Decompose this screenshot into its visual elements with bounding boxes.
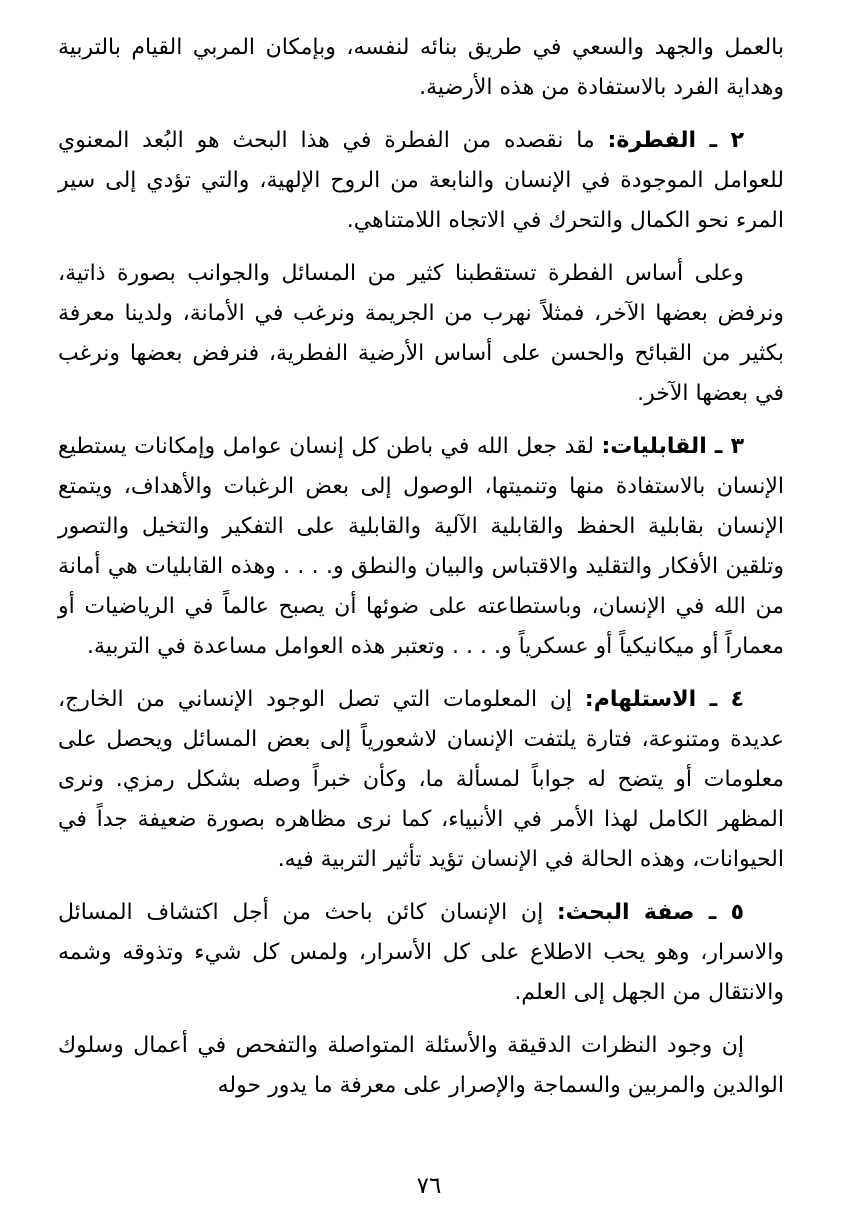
paragraph-text: ما نقصده من الفطرة في هذا البحث هو البُعد المعنوي للعوامل الموجودة في الإنسان والنابعة من الروح الإلهية، والتي تؤدي إلى سير المرء نحو الكمال والتحرك في الاتجاه اللامتناهي.	[58, 128, 784, 233]
page-body-text	[58, 28, 784, 1106]
section-number: ٢ ـ	[696, 128, 744, 153]
paragraph-text: بالعمل والجهد والسعي في طريق بنائه لنفسه، وبإمكان المربي القيام بالتربية وهداية الفرد بالاستفادة من هذه الأرضية.	[58, 35, 784, 100]
paragraph-text: إن المعلومات التي تصل الوجود الإنساني من الخارج، عديدة ومتنوعة، فتارة يلتفت الإنسان لاشعورياً إلى بعض المسائل ويحصل على معلومات أو يتضح له جواباً لمسألة ما، وكأن خبراً وصله بشكل رمزي. ونرى المظهر الكامل لهذا الأمر في الأنبياء، كما نرى مظاهره بصورة ضعيفة جداً في الحيوانات، وهذه الحالة في الإنسان تؤيد تأثير التربية فيه.	[58, 687, 784, 872]
section-term: صفة البحث:	[556, 900, 695, 925]
page-number: ٧٦	[416, 1173, 442, 1199]
paragraph-continuation	[58, 28, 784, 108]
section-term: القابليات:	[601, 434, 707, 459]
section-number: ٤ ـ	[696, 687, 744, 712]
paragraph-text: إن وجود النظرات الدقيقة والأسئلة المتواصلة والتفحص في أعمال وسلوك الوالدين والمربين والسماجة والإصرار على معرفة ما يدور حوله	[58, 1033, 784, 1098]
paragraph-text: وعلى أساس الفطرة تستقطبنا كثير من المسائل والجوانب بصورة ذاتية، ونرفض بعضها الآخر، فمثلاً نهرب من الجريمة ونرغب في الأمانة، ولدينا معرفة بكثير من القبائح والحسن على أساس الأرضية الفطرية، فنرفض بعضها ونرغب في بعضها الآخر.	[58, 261, 784, 406]
section-number: ٥ ـ	[694, 900, 744, 925]
section-term: الاستلهام:	[584, 687, 697, 712]
paragraph-section-4-istilham	[58, 680, 784, 880]
paragraph-text: إن الإنسان كائن باحث من أجل اكتشاف المسائل والاسرار، وهو يحب الاطلاع على كل الأسرار، ولمس كل شيء وتذوقه وشمه والانتقال من الجهل إلى العلم.	[58, 900, 784, 1005]
section-number: ٣ ـ	[706, 434, 744, 459]
section-term: الفطرة:	[607, 128, 697, 153]
paragraph-fitra-detail	[58, 254, 784, 414]
paragraph-text: لقد جعل الله في باطن كل إنسان عوامل وإمكانات يستطيع الإنسان بالاستفادة منها وتنميتها، الوصول إلى بعض الرغبات والأهداف، ويتمتع الإنسان بقابلية الحفظ والقابلية الآلية والقابلية على التفكير والتخيل والتصور وتلقين الأفكار والتقليد والاقتباس والبيان والنطق و. . . . وهذه القابليات هي أمانة من الله في الإنسان، وباستطاعته على ضوئها أن يصبح عالماً في الرياضيات أو معماراً أو ميكانيكياً أو عسكرياً و. . . . وتعتبر هذه العوامل مساعدة في التربية.	[58, 434, 784, 659]
paragraph-section-5-sifat-albahth	[58, 893, 784, 1013]
paragraph-section-2-fitra	[58, 121, 784, 241]
paragraph-section-3-qabiliyyat	[58, 427, 784, 667]
paragraph-closing	[58, 1026, 784, 1106]
